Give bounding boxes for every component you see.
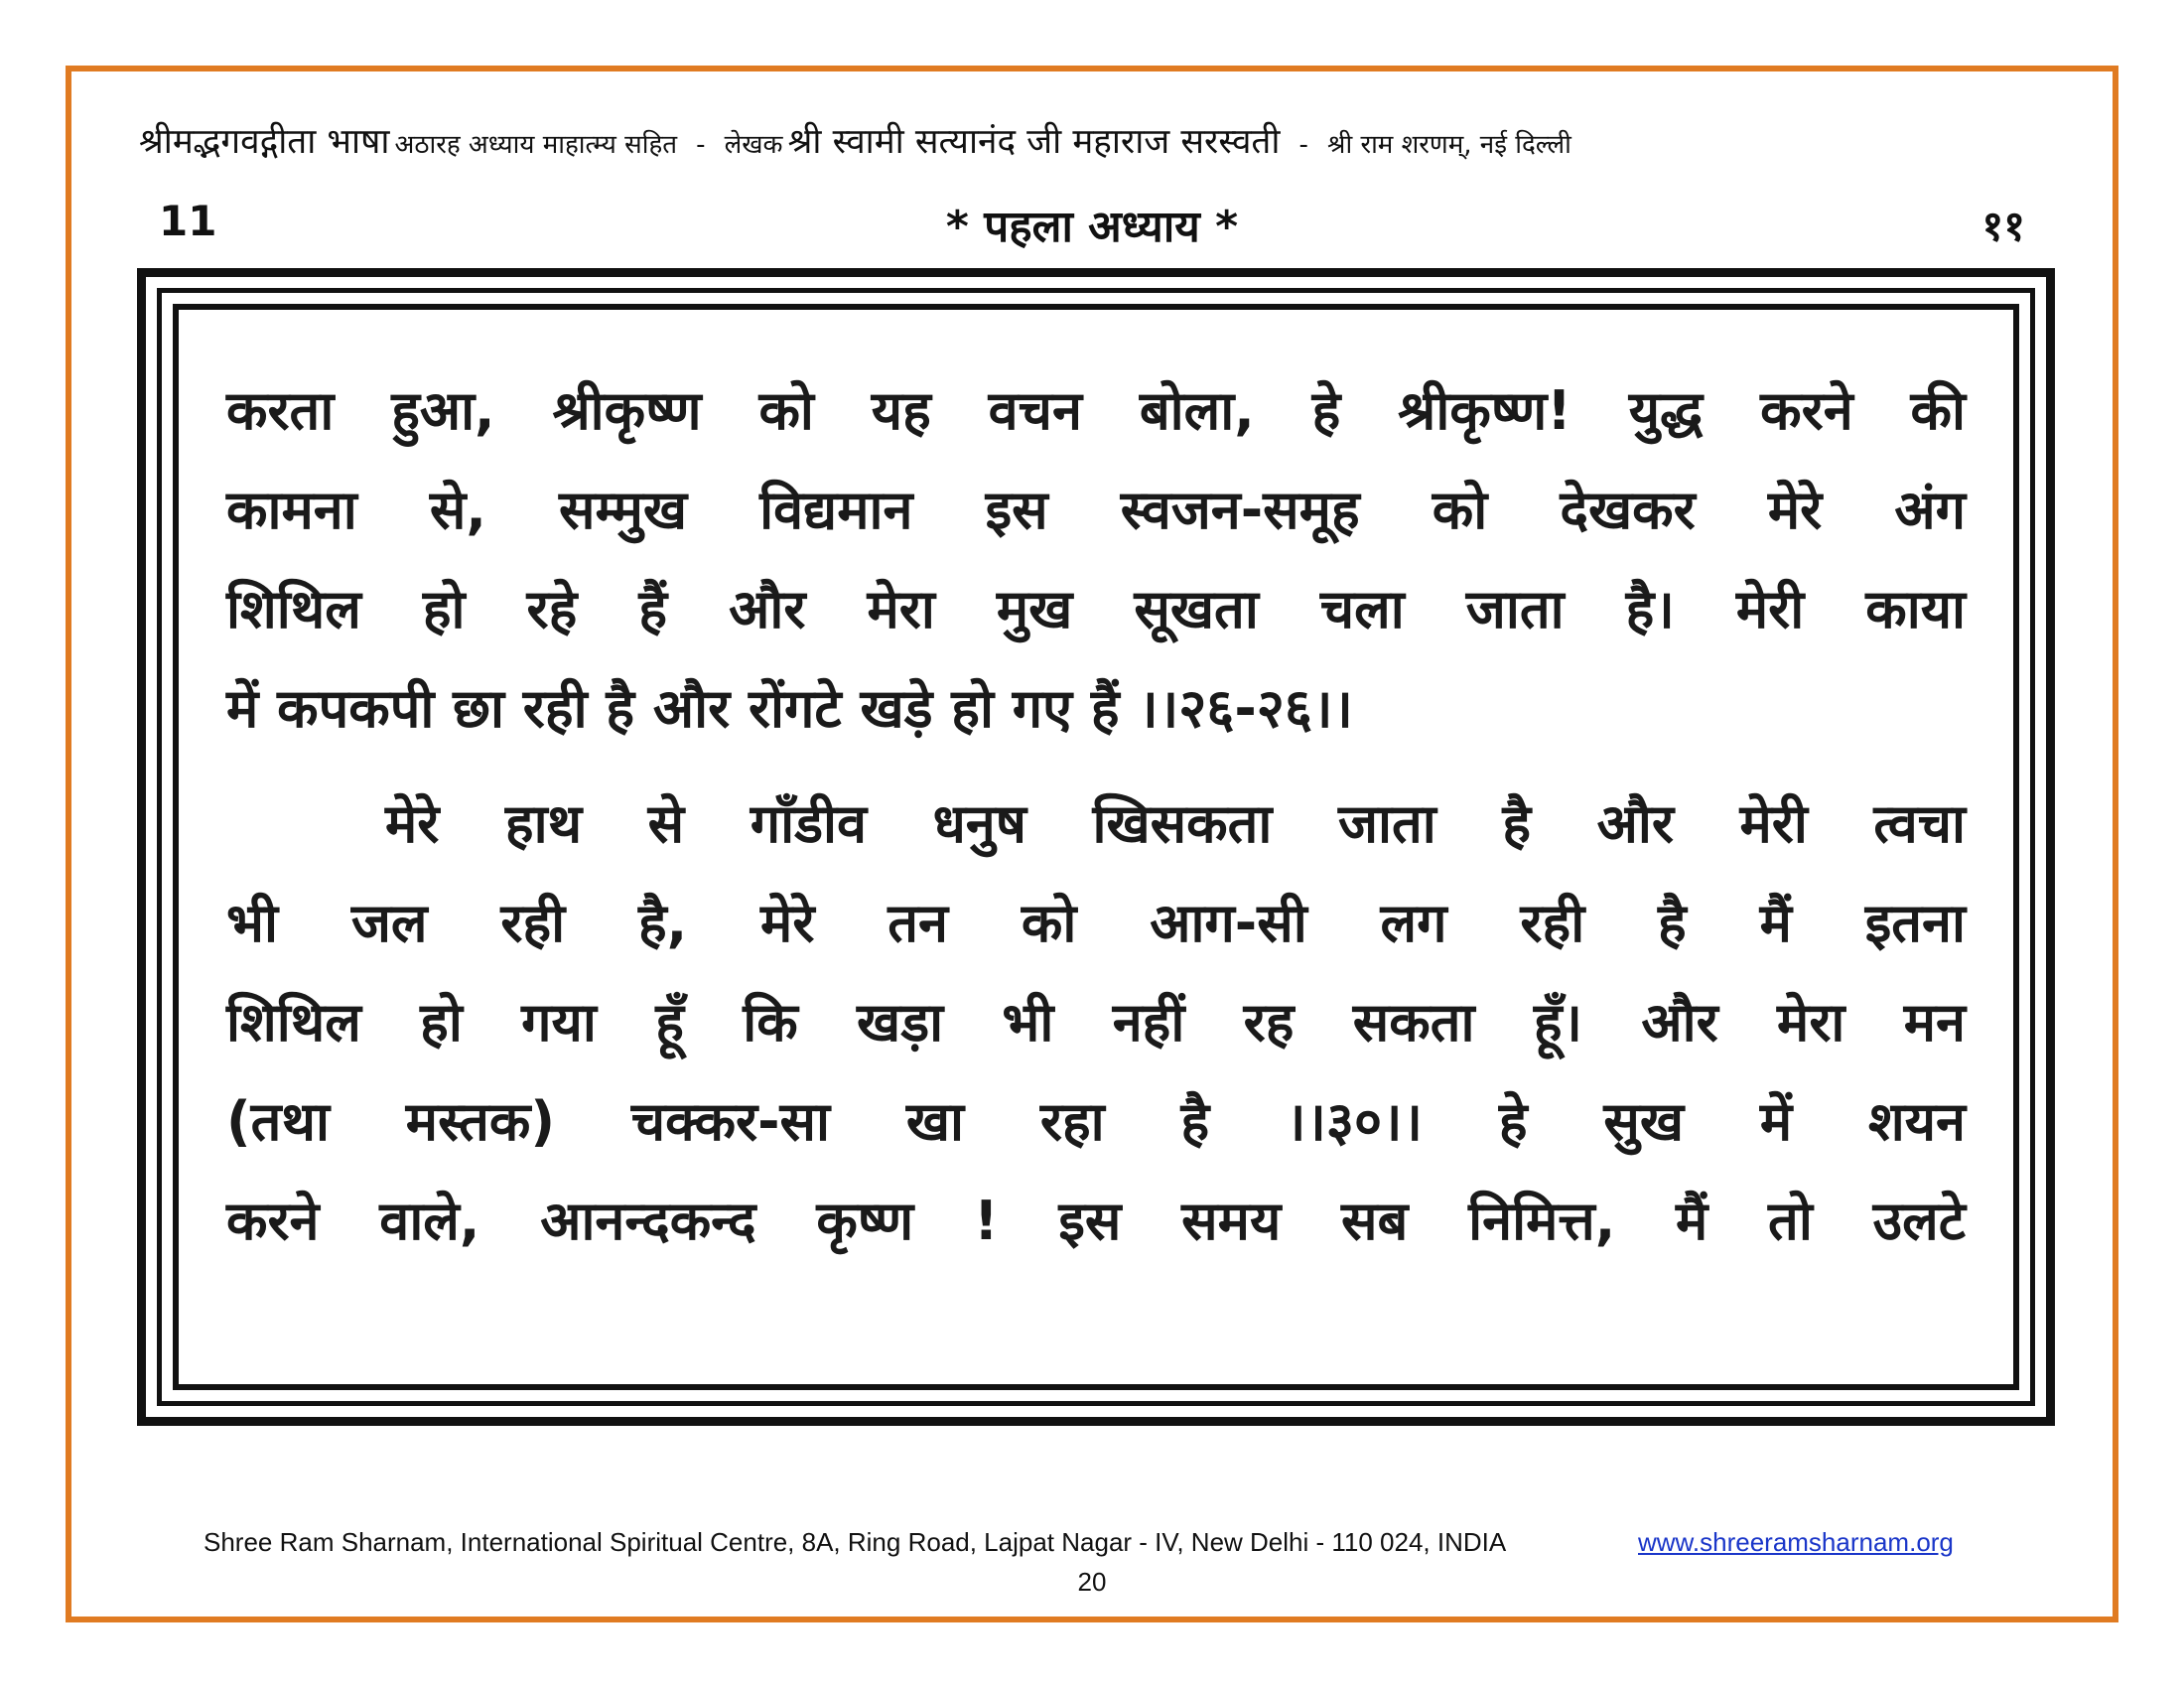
verse-text	[226, 361, 1966, 1271]
footer-address: Shree Ram Sharnam, International Spiritual Centre, 8A, Ring Road, Lajpat Nagar - IV, New Delhi - 110 024, INDIA	[204, 1527, 1507, 1557]
website-link[interactable]: www.shreeramsharnam.org	[1638, 1527, 1954, 1557]
chapter-title: * पहला अध्याय *	[945, 202, 1239, 252]
text-line: कामना से, सम्मुख विद्यमान इस स्वजन-समूह को देखकर मेरे अंग	[226, 479, 1966, 541]
text-line: करता हुआ, श्रीकृष्ण को यह वचन बोला, हे श्रीकृष्ण! युद्ध करने की	[226, 379, 1966, 442]
header-separator: -	[696, 130, 706, 160]
footer-page-number: 20	[1077, 1567, 1107, 1597]
book-title: श्रीमद्भगवद्गीता भाषा	[139, 122, 390, 162]
text-line: शिथिल हो गया हूँ कि खड़ा भी नहीं रह सकता हूँ। और मेरा मन	[226, 991, 1966, 1054]
text-line: (तथा मस्तक) चक्कर-सा खा रहा है ।।३०।। हे सुख में शयन	[226, 1090, 1966, 1153]
text-line: मेरे हाथ से गाँडीव धनुष खिसकता जाता है और मेरी त्वचा	[385, 792, 1966, 855]
text-line: करने वाले, आनन्दकन्द कृष्ण ! इस समय सब निमित्त, मैं तो उलटे	[226, 1190, 1966, 1252]
page-number-devanagari: ११	[1981, 202, 2025, 250]
publisher-name: श्री राम शरणम्, नई दिल्ली	[1327, 130, 1571, 160]
text-line: भी जल रही है, मेरे तन को आग-सी लग रही है मैं इतना	[226, 892, 1966, 954]
text-line: में कपकपी छा रही है और रोंगटे खड़े हो गए हैं ।।२६-२६।।	[226, 677, 1353, 740]
author-label: लेखक	[724, 130, 783, 160]
author-name: श्री स्वामी सत्यानंद जी महाराज सरस्वती	[787, 122, 1281, 162]
running-header	[139, 117, 2065, 164]
book-subtitle: अठारह अध्याय माहात्म्य सहित	[394, 130, 678, 160]
text-line: शिथिल हो रहे हैं और मेरा मुख सूखता चला जाता है। मेरी काया	[226, 578, 1966, 640]
header-separator: -	[1298, 130, 1308, 160]
page-number-arabic: 11	[159, 197, 217, 245]
